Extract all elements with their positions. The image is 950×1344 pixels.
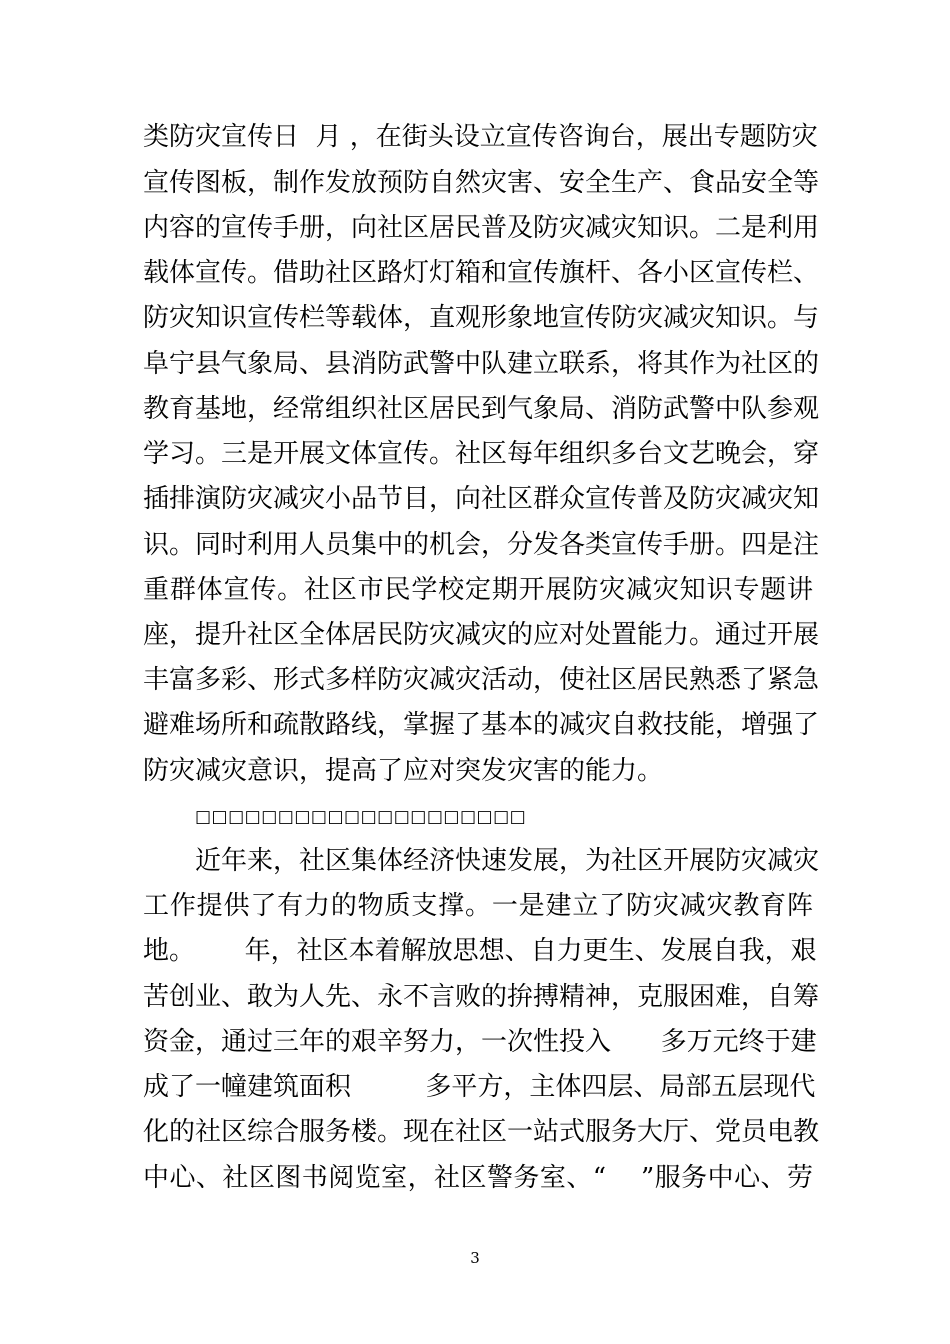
text-line: 插排演防灾减灾小品节目，向社区群众宣传普及防灾减灾知 [143, 484, 820, 514]
text-line: 化的社区综合服务楼。现在社区一站式服务大厅、党员电教 [143, 1117, 820, 1147]
text-line: 重群体宣传。社区市民学校定期开展防灾减灾知识专题讲 [143, 575, 813, 605]
text-line: 资金，通过三年的艰辛努力，一次性投入 多万元终于建 [143, 1027, 817, 1057]
text-line: 座，提升社区全体居民防灾减灾的应对处置能力。通过开展 [143, 620, 820, 650]
text-line: 近年来，社区集体经济快速发展，为社区开展防灾减灾 [195, 846, 820, 876]
text-line: 避难场所和疏散路线，掌握了基本的减灾自救技能，增强了 [143, 710, 820, 740]
text-line: 苦创业、敢为人先、永不言败的拚搏精神，克服困难，自筹 [143, 982, 820, 1012]
text-line: 宣传图板，制作发放预防自然灾害、安全生产、食品安全等 [143, 168, 820, 198]
text-line: 阜宁县气象局、县消防武警中队建立联系，将其作为社区的 [143, 349, 820, 379]
text-line: 防灾知识宣传栏等载体，直观形象地宣传防灾减灾知识。与 [143, 303, 820, 333]
text-line: 教育基地，经常组织社区居民到气象局、消防武警中队参观 [143, 394, 820, 424]
text-line: 载体宣传。借助社区路灯灯箱和宣传旗杆、各小区宣传栏、 [143, 258, 820, 288]
text-line: 学习。三是开展文体宣传。社区每年组织多台文艺晚会，穿 [143, 439, 820, 469]
text-line: 地。 年，社区本着解放思想、自力更生、发展自我，艰 [143, 936, 817, 966]
text-line: 成了一幢建筑面积 多平方，主体四层、局部五层现代 [143, 1072, 816, 1102]
section-heading: □□□□□□□□□□□□□□□□□□□□ [195, 807, 527, 827]
text-line: 内容的宣传手册，向社区居民普及防灾减灾知识。二是利用 [143, 213, 820, 243]
text-line: 中心、社区图书阅览室，社区警务室、“ ”服务中心、劳 [143, 1163, 813, 1193]
text-line: 类防灾宣传日 月 ，在街头设立宣传咨询台，展出专题防灾 [143, 122, 818, 152]
page-number: 3 [470, 1249, 480, 1267]
text-line: 丰富多彩、形式多样防灾减灾活动，使社区居民熟悉了紧急 [143, 665, 820, 695]
text-line: 识。同时利用人员集中的机会，分发各类宣传手册。四是注 [143, 530, 820, 560]
text-line: 工作提供了有力的物质支撑。一是建立了防灾减灾教育阵 [143, 891, 813, 921]
text-line: 防灾减灾意识，提高了应对突发灾害的能力。 [143, 756, 664, 786]
